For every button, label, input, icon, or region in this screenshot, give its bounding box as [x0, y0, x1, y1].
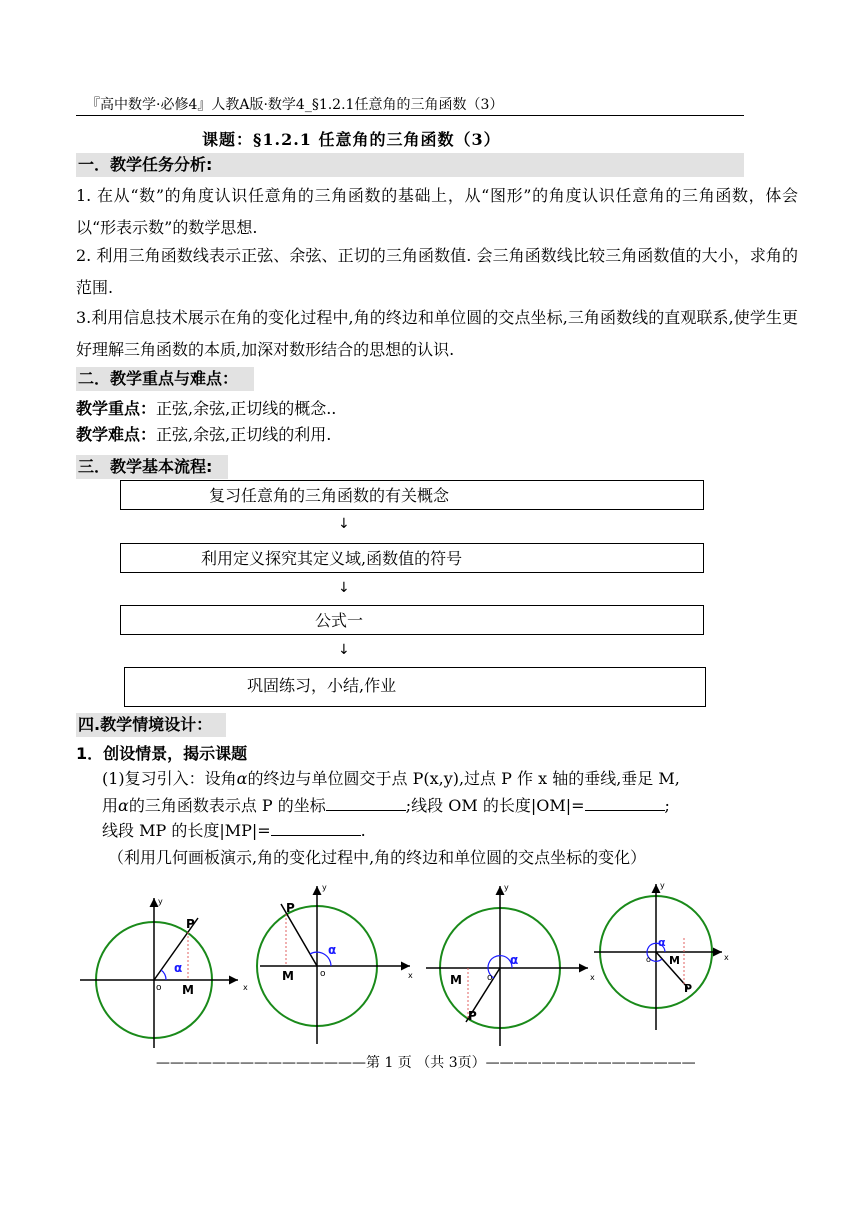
o-label-4: o — [646, 955, 651, 964]
section-heading-situation-design: 四.教学情境设计： — [76, 713, 226, 737]
geometry-sketchpad-note: （利用几何画板演示,角的变化过程中,角的终边和单位圆的交点坐标的变化） — [108, 848, 647, 867]
figure-4-fourth-quadrant — [594, 881, 729, 1030]
difficult-point-line: 教学难点：正弦,余弦,正切线的利用. — [76, 425, 332, 444]
key-point-line: 教学重点：正弦,余弦,正切线的概念.. — [76, 399, 337, 418]
figure-3-third-quadrant — [426, 883, 595, 1046]
task-item-1: 1. 在从“数”的角度认识任意角的三角函数的基础上，从“图形”的角度认识任意角的三角函数，体会以“形表示数”的数学思想. — [76, 186, 798, 237]
unit-circle-figures — [76, 880, 776, 1050]
p-label-4: P — [684, 982, 693, 995]
figure-1-first-quadrant — [80, 897, 248, 1048]
flow-arrow-1: ↓ — [338, 516, 350, 532]
m-label-4: M — [669, 954, 680, 967]
o-label-1: o — [156, 983, 162, 993]
x-label-3: x — [590, 973, 595, 982]
p-label-1: P — [186, 917, 195, 931]
page-footer: ———————————————第 1 页 （共 3页）——————————————— — [156, 1055, 696, 1071]
section-heading-task-analysis: 一．教学任务分析: — [76, 153, 744, 177]
flow-step-4: 巩固练习，小结,作业 — [124, 667, 706, 707]
page-header: 『高中数学·必修4』人教A版·数学4_§1.2.1任意角的三角函数（3） — [86, 97, 504, 113]
section-heading-flow: 三．教学基本流程: — [76, 455, 228, 479]
blank-p-coordinate[interactable] — [326, 796, 406, 811]
y-label-2: y — [322, 883, 327, 892]
subsection-1-title: 1．创设情景，揭示课题 — [76, 744, 248, 763]
x-label-1: x — [243, 983, 248, 992]
y-label-1: y — [158, 897, 163, 906]
m-label-2: M — [282, 969, 294, 983]
section-heading-key-points: 二．教学重点与难点： — [76, 367, 254, 391]
flow-step-1: 复习任意角的三角函数的有关概念 — [120, 480, 704, 510]
alpha-label-3: α — [510, 953, 519, 967]
blank-om-length[interactable] — [585, 796, 665, 811]
review-line-1: (1)复习引入：设角α的终边与单位圆交于点 P(x,y),过点 P 作 x 轴的垂线,垂足 M, — [102, 769, 680, 788]
alpha-label-2: α — [328, 943, 337, 957]
header-divider — [76, 115, 744, 116]
p-label-2: P — [286, 901, 295, 915]
angle-arc-1 — [161, 970, 166, 980]
task-item-2: 2. 利用三角函数线表示正弦、余弦、正切的三角函数值. 会三角函数线比较三角函数值的大小，求角的范围. — [76, 246, 798, 297]
review-line-2: 用α的三角函数表示点 P 的坐标 ;线段 OM 的长度|OM|= ; — [102, 796, 670, 815]
m-label-1: M — [182, 983, 194, 997]
blank-mp-length[interactable] — [271, 821, 361, 836]
flow-arrow-2: ↓ — [338, 580, 350, 596]
p-label-3: P — [468, 1009, 477, 1023]
y-label-3: y — [504, 883, 509, 892]
flow-arrow-3: ↓ — [338, 642, 350, 658]
m-label-3: M — [450, 973, 462, 987]
review-line-3: 线段 MP 的长度|MP|= . — [102, 821, 366, 840]
task-item-3: 3.利用信息技术展示在角的变化过程中,角的终边和单位圆的交点坐标,三角函数线的直观联系,使学生更好理解三角函数的本质,加深对数形结合的思想的认识. — [76, 308, 798, 359]
y-label-4: y — [660, 881, 665, 890]
alpha-label-4: α — [658, 936, 666, 949]
alpha-label-1: α — [174, 961, 183, 975]
flow-step-2: 利用定义探究其定义域,函数值的符号 — [120, 543, 704, 573]
page-title: 课题：§1.2.1 任意角的三角函数（3） — [202, 130, 501, 149]
x-label-4: x — [724, 953, 729, 962]
o-label-3: o — [487, 973, 493, 983]
flow-step-3: 公式一 — [120, 605, 704, 635]
figure-2-second-quadrant — [257, 883, 413, 1044]
x-label-2: x — [408, 971, 413, 980]
o-label-2: o — [320, 969, 326, 979]
